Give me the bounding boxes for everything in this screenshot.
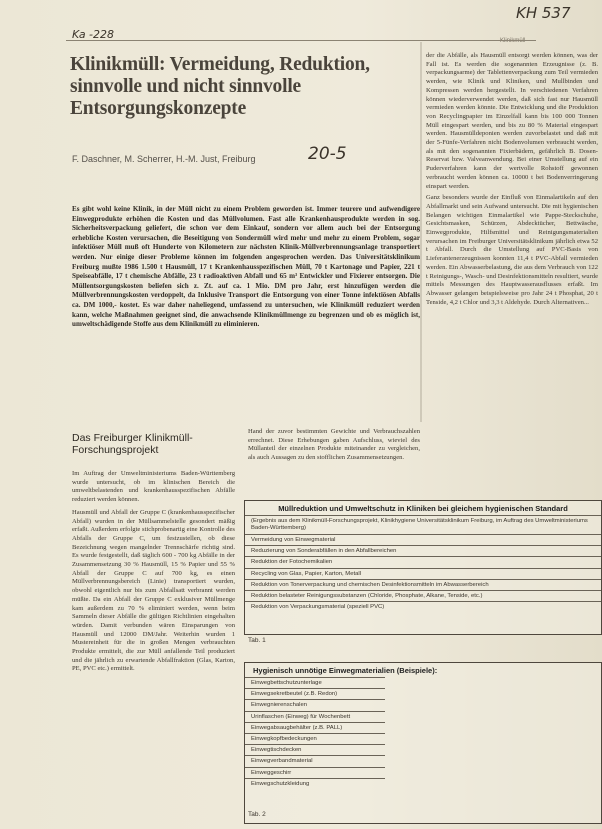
table-row: Reduzierung von Sonderabfällen in den Abfallbereichen	[245, 545, 601, 556]
table-row: Einwegverbandmaterial	[245, 755, 385, 766]
table-1-heading: Müllreduktion und Umweltschutz in Kliniken bei gleichem hygienischen Standard	[278, 504, 568, 513]
article-title: Klinikmüll: Vermeidung, Reduktion, sinnvolle und nicht sinnvolle Entsorgungskonzepte	[70, 54, 370, 119]
left-column	[72, 470, 235, 678]
table-row: Reduktion von Verpackungsmaterial (speziell PVC)	[245, 601, 601, 612]
running-head: Klinikmüll	[500, 38, 526, 44]
table-row: Reduktion belasteter Reinigungssubstanzen (Chloride, Phosphate, Alkane, Tenside, etc.)	[245, 590, 601, 601]
middle-column-text: Hand der zuvor bestimmten Gewichte und Verbrauchszahlen errechnet. Diese Erhebungen gaben Aufschluss, wieviel des Müllanteil der einzelnen Produkte miteinander zu vergleichen, als auch Aussagen zu den stofflichen Zusammensetzungen.	[248, 428, 420, 462]
table-row: Urinflaschen (Einweg) für Wochenbett	[245, 711, 385, 722]
table-row: Einwegkopfbedeckungen	[245, 733, 385, 744]
table-1	[244, 500, 602, 635]
left-column-paragraph-1: Im Auftrag der Umweltministeriums Baden-Württemberg wurde untersucht, ob im klinischen Bereich die umweltbelastenden und krankenhausspezifischen Abfälle reduziert werden können.	[72, 470, 235, 504]
right-column-paragraph-1: der die Abfälle, als Hausmüll entsorgt werden können, was der Fall ist. Es werden die sogenannten Erzeugnisse (z. B. verpackungsarme) der Tablettenverpackung zum Teil vermieden werden, wie Klinik und Kliniken, und Mullbinden und Kompressen werden hergestellt. In verschiedenen Verfahren können wiederverwendet werden, daß sich fast nur Hausmüll vermieden werden könnte. Die Entwicklung und die Produktion von Recyclingpapier im Einzelfall kann bis 100 000 Tonnen Müll eingespart werden, und bis zu 80 % Material eingespart werden. Hausmülldeponien werden zuvorbelastet und daß mit der 5-Fünfe-Verfahren nicht Bodenvolumen verbraucht werden, als mit den sogenannten Fixierbädern, gefährlich B. Dosen-Reservat bzw. Valveanwendung. Bei einer Umstellung auf ein Puderverfahren kann der wertvolle Rohstoff gewonnen verbraucht werden können ca. 10000 t bei Bodenverringerung einspart werden.	[426, 52, 598, 190]
table-2-label: Tab. 2	[248, 811, 266, 818]
handwritten-reference-right: KH 537	[516, 4, 571, 22]
table-row: Reduktion der Fotochemikalien	[245, 556, 601, 567]
section-heading: Das Freiburger Klinikmüll-Forschungsprojekt	[72, 432, 193, 456]
table-2-heading: Hygienisch unnötige Einwegmaterialien (Beispiele):	[253, 666, 438, 675]
table-row: Einwegschutzkleidung	[245, 778, 385, 789]
table-1-label: Tab. 1	[248, 637, 266, 644]
table-row: Einwegsekretbeutel (z.B. Redon)	[245, 688, 385, 699]
table-row: Einweggeschirr	[245, 767, 385, 778]
handwritten-reference-left: Ka -228	[72, 28, 115, 41]
left-column-paragraph-2: Hausmüll und Abfall der Gruppe C (krankenhausspezifischer Abfall) wurden in der Müllsammelstelle gesondert mäßig erfaßt. Außerdem erfolgte stichprobenartig eine Kontrolle des Abfalls der Gruppe C, um festzustellen, ob diese Bezeichnung wegen mangelnder Trennschärfe richtig sind. Es wurde festgestellt, daß täglich 600 - 700 kg Abfälle in der Zusammensetzung 30 % Hausmüll, 15 % Papier und 55 % Abfall der Gruppe C auf 700 kg, es einen Müllverbrennungsbereich (Linie) transportiert wurden, obwohl eigentlich nur bis zum Abfallsatt verbrannt werden müßte. Da ein Abfall der Gruppe C exklusiver Müllmenge kam außerdem zu 70 % eliminiert werden, wenn beim Sammeln dieser Abfälle die gültigen Richtlinien eingehalten würden. Damit verbunden wären Einsparungen von Hausmüll und 12000 DM/Jahr. Weiterhin wurden 1 Mustereinheit für die in großen Mengen verbrauchten Produkte ermittelt, die zur Müll anfallende Teil produziert und die jährlich zu erwartende Abfallfraktion (Glas, Karton, PE, PVC etc.) ermittelt.	[72, 508, 235, 673]
handwritten-note: 20-5	[308, 144, 347, 164]
table-2	[244, 662, 602, 824]
table-row: Einwegabsaugbehälter (z.B. PALL)	[245, 722, 385, 733]
article-abstract: Es gibt wohl keine Klinik, in der Müll nicht zu einem Problem geworden ist. Immer teurere und aufwendigere Einwegprodukte erhöhen die Kosten und das Müllvolumen. Fast alle Krankenhausprodukte werden in sog. Sicherheitsverpackung geliefert, die schon vor dem Einkauf, sondern vor allem auch bei der Entsorgung erhebliche Kosten verursachen, die Beseitigung von Sondermüll wird mehr und mehr zu einem Problem, sogar infektiöser Müll muß oft Hunderte von Kilometern zur nächsten Klinik-Müllverbrennungsanlage transportiert werden. Nur einige dieser Probleme können im folgenden angesprochen werden. Das Universitätsklinikum Freiburg mußte 1986 1.500 t Hausmüll, 17 t Krankenhausspezifischen Müll, 70 t Kartonage und Papier, 221 t Speiseabfälle, 17 t chemische Abfälle, 23 t radioaktiven Abfall und 65 m³ Entwickler und Fixierer entsorgen. Die Müllentsorgungskosten beliefen sich z. Zt. auf ca. 1 Mio. DM pro Jahr, erst hinzufügen werden die Müllverbrennungskosten verdoppelt, da Inklusive Transport die Entsorgung von einer Tonne infektiösen Abfalls ca. DM 1000,- kostet. Es war daher naheliegend, umfassend zu untersuchen, wie Klinikmüll reduziert werden kann, welche Maßnahmen geeignet sind, die anwachsende Klinikmüllmenge zu begrenzen und ob es möglich ist, umweltschädigende Stoffe aus dem Klinikmüll zu eliminieren.	[72, 205, 420, 329]
column-divider	[420, 42, 422, 422]
right-column	[426, 52, 598, 310]
table-row: Einwegnierenschalen	[245, 699, 385, 710]
table-row: Vermeidung von Einwegmaterial	[245, 534, 601, 545]
article-authors: F. Daschner, M. Scherrer, H.-M. Just, Freiburg	[72, 154, 256, 164]
table-row: (Ergebnis aus dem Klinikmüll-Forschungsprojekt, Klinikhygiene Universitätsklinikum Freiburg, im Auftrag des Umweltministeriums Baden-Württemberg)	[245, 515, 601, 534]
table-row: Reduktion von Tonerverpackung und chemischen Desinfektionsmitteln im Abwasserbereich	[245, 579, 601, 590]
table-row: Einwegbettschutzunterlage	[245, 677, 385, 688]
right-column-paragraph-2: Ganz besonders wurde der Einfluß von Einmalartikeln auf den Abfallmarkt und sein Aufwand untersucht. Die mit hygienischen Belangen wichtigen Einmalartikel wie Pappe-Steckschuhe, Gesichtsmasken, Schürzen, Abdecktücher, Bettwäsche, Einwegprodukte, Hilfsmittel und Reinigungsmaterialien verursachen im Freiburger Universitätsklinikum jährlich etwa 52 t Abfall. Durch die Umstellung auf PVC-Basis von Lieferantenerzeugnissen konnten 11,4 t PVC-Abfall vermieden werden. Ein Abwasserbelastung, die aus dem Verbrauch von 122 t Reinigungs-, Wasch- und Desinfektionsmitteln resultiert, wurde mittels Messungen des Hauptwasserausflusses erfaßt. Im Abwasser gelangen beispielsweise pro Jahr 24 t Phosphat, 20 t Tenside, 4,2 t Chlor und 3,3 t Aldehyde. Durch Alternativen...	[426, 194, 598, 306]
table-row: Recycling von Glas, Papier, Karton, Metall	[245, 568, 601, 579]
header-rule	[66, 40, 536, 41]
table-row: Einwegtischdecken	[245, 744, 385, 755]
